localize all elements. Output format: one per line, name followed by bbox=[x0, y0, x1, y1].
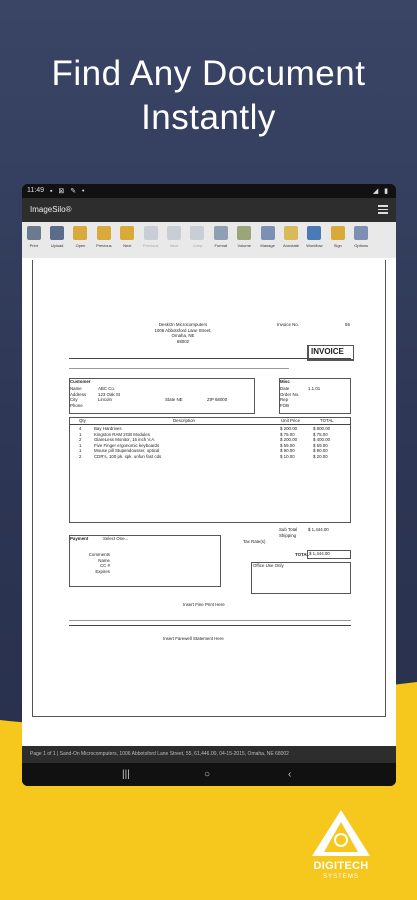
format-icon bbox=[214, 226, 228, 240]
payment-field: Name bbox=[98, 557, 110, 563]
cell-unit: $ 200.00 bbox=[280, 437, 298, 443]
field-value: ABC Co. bbox=[98, 386, 116, 391]
document-info-bar: Page 1 of 1 | Sand-On Microcomputers, 1006 Abbotsford Lane Street, 55, 61,446.00, 04-15-2015, Omaha, NE 68002 bbox=[22, 746, 396, 763]
cell-unit: $ 59.00 bbox=[280, 442, 295, 448]
cell-qty: 2 bbox=[79, 437, 82, 443]
toolbar-button-options[interactable] bbox=[349, 222, 372, 258]
divider bbox=[69, 620, 351, 621]
field-key: Phone bbox=[70, 402, 83, 408]
logo-word-2: SYSTEMS bbox=[323, 874, 359, 880]
cell-desc: GlareLess Monitor, 15 inch V.A. bbox=[94, 437, 156, 443]
customer-label: Customer bbox=[70, 379, 91, 384]
cell-qty: 1 bbox=[79, 448, 82, 454]
android-nav-bar bbox=[22, 763, 396, 786]
toolbar-label: Next bbox=[123, 243, 132, 248]
toolbar-button-next[interactable] bbox=[116, 222, 139, 258]
cell-total: $ 800.00 bbox=[313, 426, 331, 431]
toolbar-label: Manage bbox=[260, 243, 275, 248]
cell-desc: Five Finger ergonomic keyboards bbox=[94, 442, 160, 448]
tablet-device bbox=[22, 184, 396, 786]
cell-desc: Mouse pill Stupendousser, optical bbox=[94, 448, 160, 454]
headline-line-1: Find Any Document bbox=[51, 54, 366, 93]
payment-fields bbox=[70, 552, 110, 574]
next-icon bbox=[120, 226, 134, 240]
cell-total: $ 400.00 bbox=[313, 437, 331, 443]
col-total: TOTAL bbox=[320, 418, 334, 423]
subtotal-value: $ 1,444.00 bbox=[308, 527, 329, 532]
app-title: ImageSilo® bbox=[30, 205, 72, 214]
toolbar-label: Upload bbox=[50, 243, 64, 248]
table-rows bbox=[70, 426, 350, 460]
invoice-number: 56 bbox=[345, 322, 350, 327]
cell-qty: 4 bbox=[79, 426, 82, 431]
toolbar-button-print[interactable] bbox=[22, 222, 45, 258]
toolbar-label: Options bbox=[354, 243, 369, 248]
print-icon bbox=[27, 226, 41, 240]
cell-unit: $ 90.00 bbox=[280, 448, 295, 454]
sender-line: Omaha, NE bbox=[171, 333, 195, 339]
next-icon bbox=[167, 226, 181, 240]
toolbar-label: Open bbox=[75, 243, 86, 248]
field-value: 123 Oak St bbox=[98, 391, 120, 397]
field-value: 1.1.01 bbox=[308, 386, 321, 391]
fine-print: Insert Fine Print Here bbox=[183, 602, 225, 607]
state: State NE bbox=[165, 397, 183, 402]
toolbar-button-sign[interactable] bbox=[326, 222, 349, 258]
status-time: 11:49 bbox=[27, 187, 44, 194]
field-key: Name bbox=[70, 386, 82, 391]
payment-select: Select One... bbox=[103, 536, 129, 541]
previous-icon bbox=[97, 226, 111, 240]
toolbar-label: Jump bbox=[192, 243, 203, 248]
volume-icon bbox=[237, 226, 251, 240]
cell-unit: $ 75.00 bbox=[280, 431, 295, 437]
invoice-page bbox=[32, 260, 386, 717]
previous-icon bbox=[144, 226, 158, 240]
toolbar-button-workflow[interactable] bbox=[303, 222, 326, 258]
cell-qty: 2 bbox=[79, 453, 82, 459]
home-icon[interactable]: ○ bbox=[204, 769, 211, 780]
options-icon bbox=[354, 226, 368, 240]
sign-icon bbox=[331, 226, 345, 240]
app-bar bbox=[22, 198, 396, 222]
toolbar-button-previous[interactable] bbox=[139, 222, 162, 258]
cell-desc: Kingston RAM 2GB Modules bbox=[94, 431, 150, 437]
divider bbox=[69, 358, 351, 359]
toolbar-button-manage[interactable] bbox=[256, 222, 279, 258]
toolbar-label: Print bbox=[29, 243, 38, 248]
payment-field: Expires bbox=[95, 568, 110, 574]
sender-line: 68002 bbox=[176, 338, 190, 344]
headline bbox=[0, 52, 417, 140]
col-unit-price: Unit Price bbox=[281, 418, 301, 423]
table-row bbox=[70, 454, 350, 460]
field-key: Rep bbox=[280, 397, 289, 403]
cell-unit: $ 10.00 bbox=[280, 453, 295, 459]
cell-total: $ 75.00 bbox=[313, 431, 328, 437]
toolbar-label: Workflow bbox=[306, 243, 323, 248]
field-key: FOB bbox=[280, 402, 290, 408]
misc-fields bbox=[280, 386, 320, 408]
col-qty: Qty bbox=[79, 418, 86, 423]
payment-field: Comments bbox=[88, 552, 110, 557]
sender-address bbox=[138, 322, 228, 344]
signal-battery-icons: ◢ ▮ bbox=[372, 188, 390, 195]
jump-icon bbox=[190, 226, 204, 240]
col-description: Description bbox=[173, 418, 195, 423]
office-use-label: Office Use Only bbox=[253, 563, 284, 568]
toolbar-button-previous[interactable] bbox=[92, 222, 115, 258]
toolbar bbox=[22, 222, 396, 259]
digitech-triangle-icon bbox=[300, 808, 382, 860]
headline-line-2: Instantly bbox=[141, 98, 276, 137]
cell-qty: 1 bbox=[79, 442, 82, 448]
cell-unit: $ 200.00 bbox=[280, 426, 298, 431]
field-key: Order No. bbox=[280, 391, 300, 397]
field-key: Address bbox=[70, 391, 87, 397]
toolbar-label: Format bbox=[214, 243, 228, 248]
toolbar-button-next[interactable] bbox=[162, 222, 185, 258]
farewell-statement: Insert Farewell Statement Here bbox=[163, 636, 224, 641]
field-value: Lincoln bbox=[98, 397, 112, 403]
toolbar-label: Volume bbox=[237, 243, 251, 248]
divider bbox=[69, 625, 351, 626]
digitech-logo bbox=[300, 808, 382, 888]
cell-desc: CDR's, 100 pk. spk. unfun fast cds bbox=[94, 453, 162, 459]
cell-total: $ 90.00 bbox=[313, 448, 328, 454]
divider bbox=[69, 368, 289, 369]
manage-icon bbox=[261, 226, 275, 240]
toolbar-button-volume[interactable] bbox=[233, 222, 256, 258]
status-bar bbox=[22, 184, 396, 198]
total-value: $ 1,444.00 bbox=[309, 551, 330, 556]
toolbar-button-jump[interactable] bbox=[186, 222, 209, 258]
document-viewer[interactable] bbox=[22, 258, 396, 746]
table-header-divider bbox=[69, 424, 351, 425]
back-icon[interactable]: ‹ bbox=[288, 769, 292, 780]
total-label: TOTAL bbox=[295, 552, 310, 557]
sender-line: 1006 Abbotsford Lane Street, bbox=[154, 327, 212, 333]
toolbar-label: Annotate bbox=[282, 243, 299, 248]
customer-fields bbox=[70, 386, 120, 408]
cell-total: $ 20.00 bbox=[313, 453, 328, 459]
subtotal-label: Sub Total bbox=[279, 527, 298, 532]
invoice-title: INVOICE bbox=[311, 347, 344, 356]
cell-qty: 1 bbox=[79, 431, 82, 437]
toolbar-label: Sign bbox=[333, 243, 342, 248]
recents-icon[interactable]: ||| bbox=[122, 769, 130, 780]
payment-field: CC # bbox=[99, 563, 110, 569]
payment-label: Payment bbox=[70, 536, 89, 541]
field-key: City bbox=[70, 397, 78, 403]
toolbar-label: Next bbox=[169, 243, 179, 248]
annotate-icon bbox=[284, 226, 298, 240]
toolbar-label: Previous bbox=[96, 243, 112, 248]
logo-word-1: DIGITECH bbox=[313, 860, 369, 872]
workflow-icon bbox=[307, 226, 321, 240]
toolbar-button-open[interactable] bbox=[69, 222, 92, 258]
sender-line: DeskOn Microcomputers bbox=[158, 322, 208, 327]
upload-icon bbox=[50, 226, 64, 240]
open-icon bbox=[73, 226, 87, 240]
zip: ZIP 68000 bbox=[207, 397, 228, 402]
invoice-number-label: Invoice No. bbox=[277, 322, 299, 327]
misc-label: Misc bbox=[280, 379, 290, 384]
cell-desc: Bay Hardrives bbox=[94, 426, 122, 431]
notification-icons: ▪ ⊠ ✎ • bbox=[50, 188, 87, 195]
tax-rate-label: Tax Rate(s) bbox=[243, 539, 266, 544]
hamburger-menu-icon[interactable] bbox=[378, 203, 388, 216]
field-key: Date bbox=[280, 386, 290, 391]
cell-total: $ 59.00 bbox=[313, 442, 328, 448]
toolbar-button-upload[interactable] bbox=[45, 222, 68, 258]
toolbar-button-format[interactable] bbox=[209, 222, 232, 258]
toolbar-button-annotate[interactable] bbox=[279, 222, 302, 258]
toolbar-label: Previous bbox=[142, 243, 159, 248]
shipping-label: Shipping bbox=[279, 533, 297, 538]
